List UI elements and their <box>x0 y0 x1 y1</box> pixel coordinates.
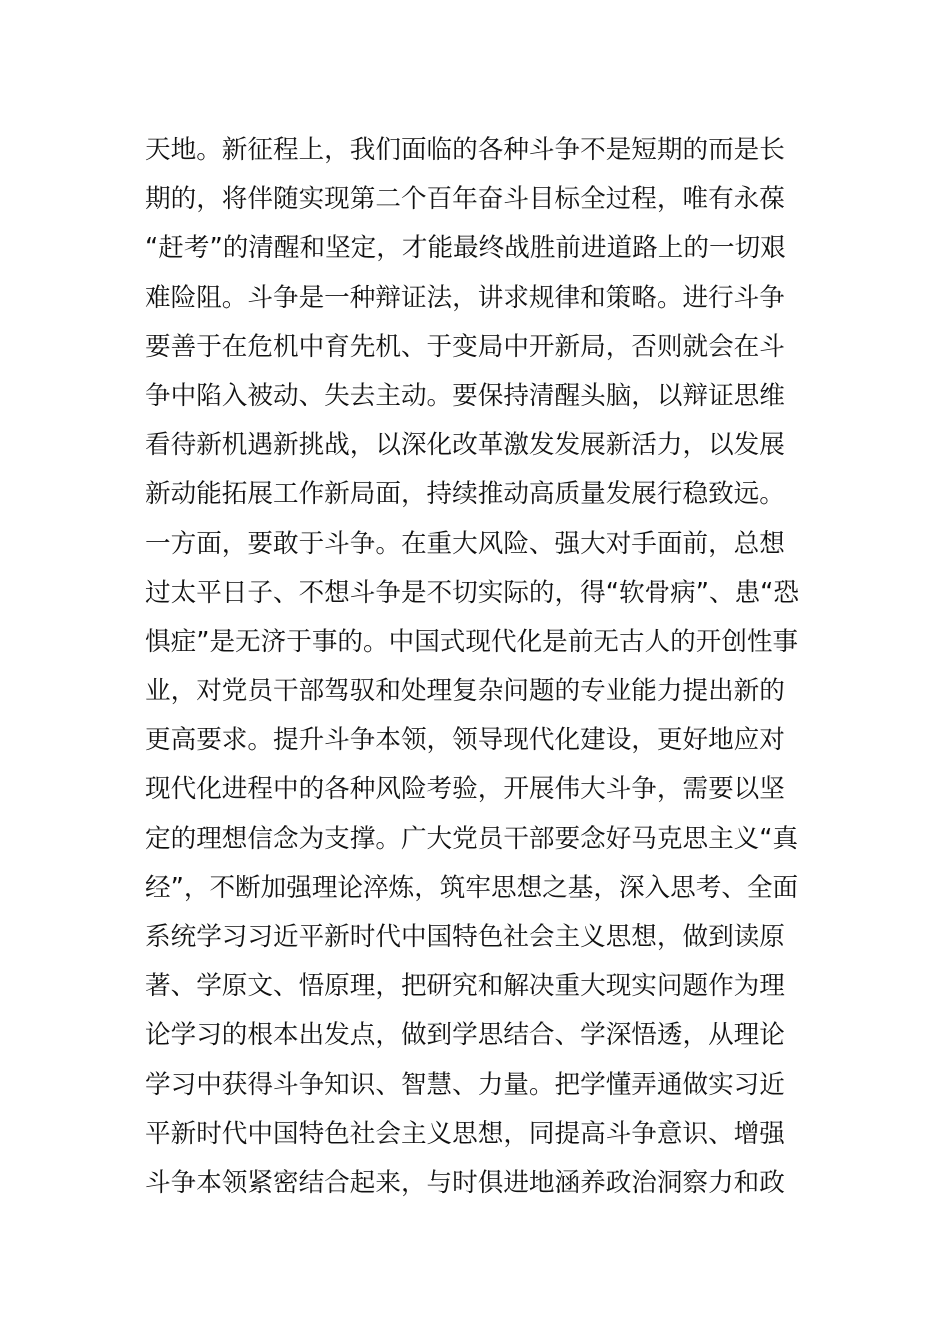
text-line: 要善于在危机中育先机、于变局中开新局，否则就会在斗 <box>145 331 785 362</box>
text-line: 一方面，要敢于斗争。在重大风险、强大对手面前，总想 <box>145 528 785 559</box>
text-line: 新动能拓展工作新局面，持续推动高质量发展行稳致远。 <box>145 479 785 510</box>
text-line: 斗争本领紧密结合起来，与时俱进地涵养政治洞察力和政 <box>145 1167 785 1198</box>
text-line: 经”，不断加强理论淬炼，筑牢思想之基，深入思考、全面 <box>145 872 799 903</box>
text-line: 学习中获得斗争知识、智慧、力量。把学懂弄通做实习近 <box>145 1069 785 1100</box>
text-line: 更高要求。提升斗争本领，领导现代化建设，更好地应对 <box>145 725 785 756</box>
text-line: “赶考”的清醒和坚定，才能最终战胜前进道路上的一切艰 <box>145 233 786 264</box>
text-line: 争中陷入被动、失去主动。要保持清醒头脑，以辩证思维 <box>145 380 785 411</box>
text-line: 平新时代中国特色社会主义思想，同提高斗争意识、增强 <box>145 1118 785 1149</box>
text-line: 难险阻。斗争是一种辩证法，讲求规律和策略。进行斗争 <box>145 282 785 313</box>
text-line: 现代化进程中的各种风险考验，开展伟大斗争，需要以坚 <box>145 774 785 805</box>
text-line: 过太平日子、不想斗争是不切实际的，得“软骨病”、患“恐 <box>145 577 800 608</box>
text-line: 惧症”是无济于事的。中国式现代化是前无古人的开创性事 <box>145 626 799 657</box>
body-text <box>145 126 815 1208</box>
text-line: 天地。新征程上，我们面临的各种斗争不是短期的而是长 <box>145 135 785 165</box>
text-line: 论学习的根本出发点，做到学思结合、学深悟透，从理论 <box>145 1020 785 1051</box>
text-line: 著、学原文、悟原理，把研究和解决重大现实问题作为理 <box>145 971 785 1002</box>
text-line: 看待新机遇新挑战，以深化改革激发发展新活力，以发展 <box>145 430 785 461</box>
text-line: 期的，将伴随实现第二个百年奋斗目标全过程，唯有永葆 <box>145 184 785 215</box>
text-line: 业，对党员干部驾驭和处理复杂问题的专业能力提出新的 <box>145 676 785 707</box>
text-line: 系统学习习近平新时代中国特色社会主义思想，做到读原 <box>145 922 785 952</box>
text-line: 定的理想信念为支撑。广大党员干部要念好马克思主义“真 <box>145 823 799 854</box>
